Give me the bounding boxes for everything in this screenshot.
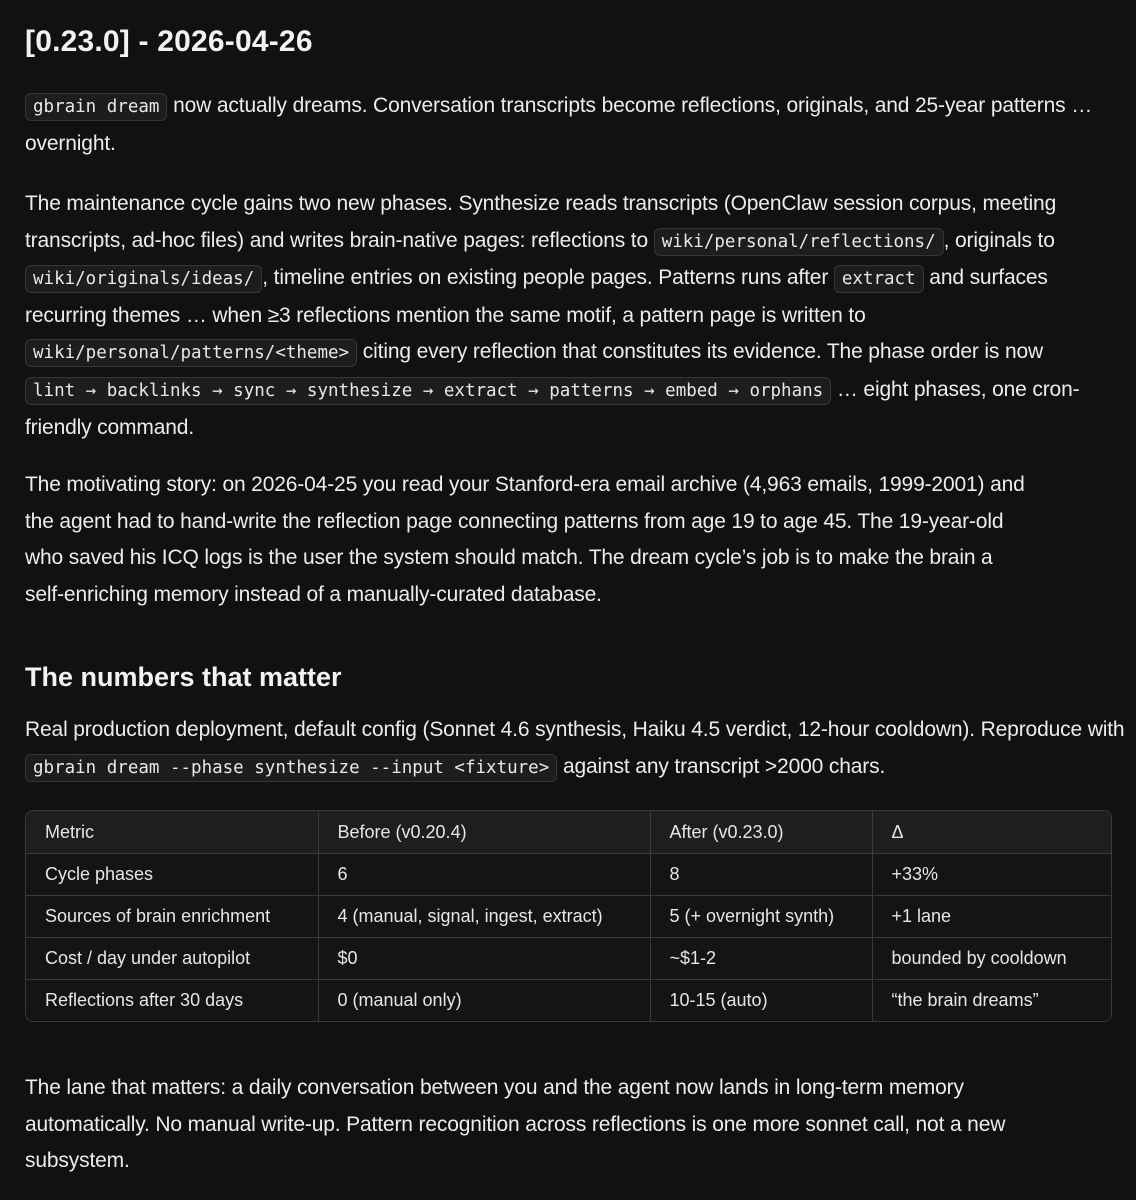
table-cell: Reflections after 30 days <box>26 980 318 1022</box>
table-row <box>26 938 1111 980</box>
inline-code-originals-path: wiki/originals/ideas/ <box>25 265 262 293</box>
inline-code-reflections-path: wiki/personal/reflections/ <box>654 228 944 256</box>
table-cell: 4 (manual, signal, ingest, extract) <box>318 896 650 938</box>
header-delta: Δ <box>872 811 1111 854</box>
header-before: Before (v0.20.4) <box>318 811 650 854</box>
phases-text-1: The maintenance cycle gains two new phases. Synthesize reads transcripts (OpenClaw session corpus, meeting transcripts, ad-hoc files) and writes brain-native pages: reflections to <box>25 192 1057 252</box>
table-cell: $0 <box>318 938 650 980</box>
table-cell: +1 lane <box>872 896 1111 938</box>
table-cell: ~$1-2 <box>650 938 872 980</box>
table-cell: “the brain dreams” <box>872 980 1111 1022</box>
inline-code-extract: extract <box>834 265 924 293</box>
release-title: [0.23.0] - 2026-04-26 <box>25 25 313 58</box>
table-row <box>26 854 1111 896</box>
phases-text-3: , timeline entries on existing people pages. Patterns runs after <box>262 266 834 290</box>
table-cell: bounded by cooldown <box>872 938 1111 980</box>
table-cell: 0 (manual only) <box>318 980 650 1022</box>
inline-code-patterns-path: wiki/personal/patterns/<theme> <box>25 339 357 367</box>
table-row <box>26 980 1111 1022</box>
table-header-row <box>26 811 1111 854</box>
deploy-text-1: Real production deployment, default config (Sonnet 4.6 synthesis, Haiku 4.5 verdict, 12-hour cooldown). Reproduce with <box>25 718 1125 741</box>
phases-text-2: , originals to <box>943 228 1055 252</box>
table-cell: 6 <box>318 854 650 896</box>
intro-text: now actually dreams. Conversation transcripts become reflections, originals, and 25-year patterns … overnight. <box>25 94 1093 155</box>
table-cell: +33% <box>872 854 1111 896</box>
header-after: After (v0.23.0) <box>650 811 872 854</box>
inline-code-gbrain-dream: gbrain dream <box>25 93 167 121</box>
phases-text-5: citing every reflection that constitutes its evidence. The phase order is now <box>357 340 1044 364</box>
deployment-paragraph <box>25 712 1125 786</box>
table-row <box>26 896 1111 938</box>
header-metric: Metric <box>26 811 318 854</box>
inline-code-phase-order: lint → backlinks → sync → synthesize → extract → patterns → embed → orphans <box>25 377 831 405</box>
table-cell: Cost / day under autopilot <box>26 938 318 980</box>
table-cell: Cycle phases <box>26 854 318 896</box>
deploy-text-2: against any transcript >2000 chars. <box>557 754 886 778</box>
lane-paragraph: The lane that matters: a daily conversation between you and the agent now lands in long-term memory automatically. No manual write-up. Pattern recognition across reflections is one more sonnet call, not a new subsystem. <box>25 1076 1006 1173</box>
table-cell: 8 <box>650 854 872 896</box>
table-cell: 10-15 (auto) <box>650 980 872 1022</box>
table-cell: 5 (+ overnight synth) <box>650 896 872 938</box>
table-cell: Sources of brain enrichment <box>26 896 318 938</box>
phases-text-4: and surfaces recurring themes … when ≥3 reflections mention the same motif, a pattern page is written to <box>25 266 1048 327</box>
intro-paragraph <box>25 88 1111 162</box>
section-heading: The numbers that matter <box>25 662 342 692</box>
metrics-table <box>25 810 1112 1022</box>
inline-code-reproduce-command: gbrain dream --phase synthesize --input <fixture> <box>25 754 557 782</box>
story-paragraph: The motivating story: on 2026-04-25 you read your Stanford-era email archive (4,963 emails, 1999-2001) and the agent had to hand-write the reflection page connecting patterns from age 19 to age 45. The 19-year-old who saved his ICQ logs is the user the system should match. The dream cycle’s job is to make the brain a self-enriching memory instead of a manually-curated database. <box>25 473 1025 606</box>
phases-paragraph <box>25 186 1115 446</box>
phases-text-6: … eight phases, one cron-friendly command. <box>25 377 1080 439</box>
